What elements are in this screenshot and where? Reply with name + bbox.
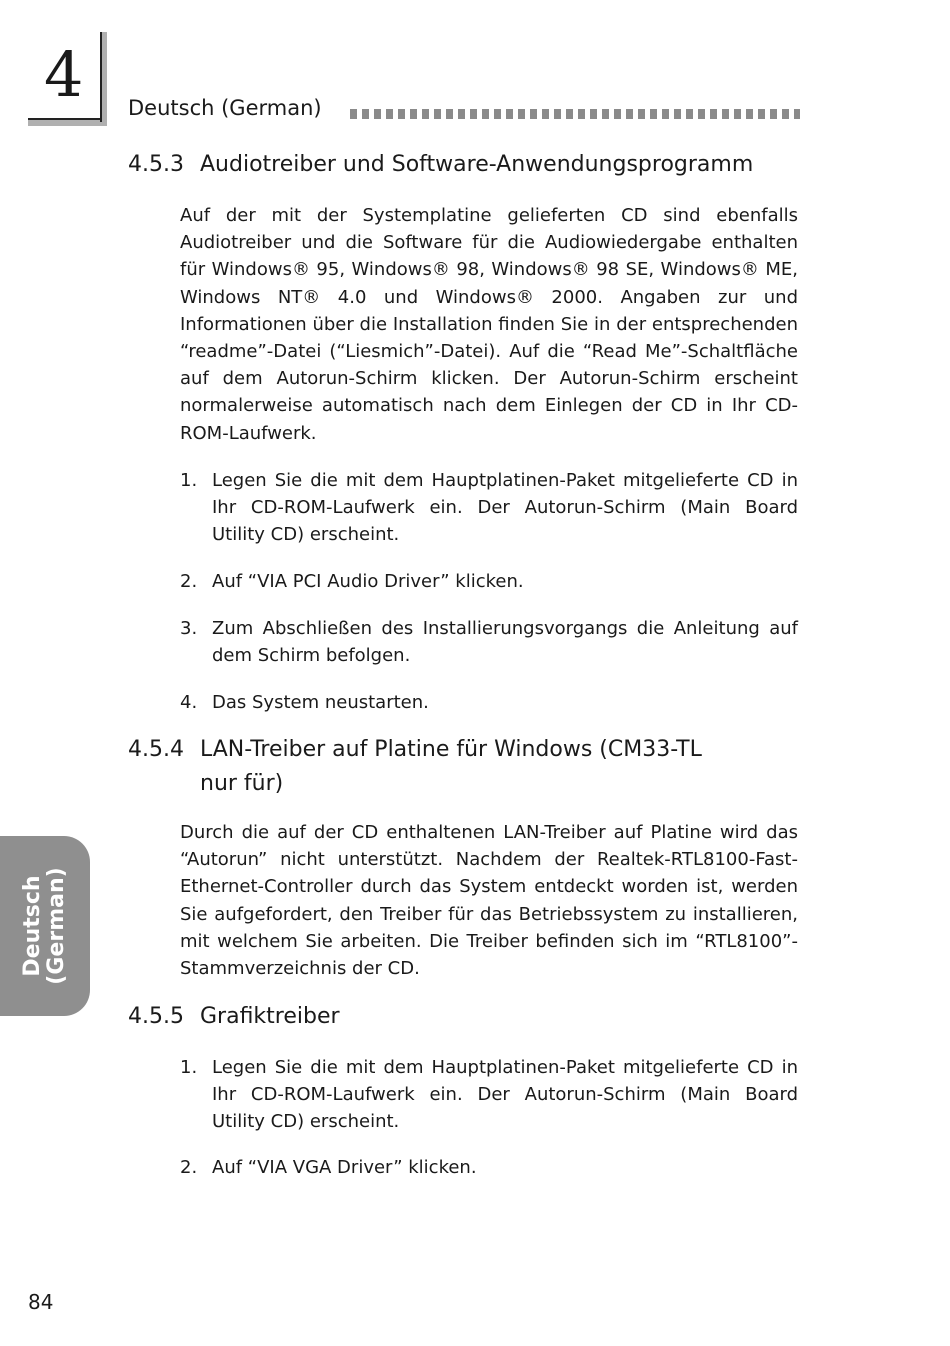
list-item-text: Legen Sie die mit dem Hauptplatinen-Paket mitgelieferte CD in Ihr CD-ROM-Laufwerk ein. Der Autorun-Schirm (Main Board Utility CD) erscheint. [212, 470, 798, 546]
list-item-text: Legen Sie die mit dem Hauptplatinen-Paket mitgelieferte CD in Ihr CD-ROM-Laufwerk ein. Der Autorun-Schirm (Main Board Utility CD) erscheint. [212, 1057, 798, 1133]
section-number: 4.5.5 [128, 1004, 184, 1029]
list-item [180, 568, 798, 595]
section-title-line2: nur für) [200, 771, 284, 796]
list-item-number: 2. [180, 1157, 198, 1178]
list-item-number: 1. [180, 1057, 198, 1078]
side-tab-line1: Deutsch [20, 875, 45, 977]
section-4-5-3-paragraph: Auf der mit der Systemplatine gelieferten CD sind ebenfalls Audiotreiber und die Software für die Audiowiedergabe enthalten für Windows® 95, Windows® 98, Windows® 98 SE, Windows® ME, Windows NT® 4.0 und Windows® 2000. Angaben zur und Informationen über die Installation finden Sie in der entsprechenden “readme”-Datei (“Liesmich”-Datei). Auf die “Read Me”-Schaltfläche auf dem Autorun-Schirm klicken. Der Autorun-Schirm erscheint normalerweise automatisch nach dem Einlegen der CD in Ihr CD-ROM-Laufwerk. [180, 205, 798, 444]
section-heading-4-5-5 [128, 1000, 800, 1034]
list-item [180, 1054, 798, 1136]
list-item-text: Das System neustarten. [212, 692, 429, 713]
page-number: 84 [28, 1290, 54, 1314]
section-number: 4.5.3 [128, 152, 184, 177]
list-item-text: Auf “VIA VGA Driver” klicken. [212, 1157, 477, 1178]
list-item-text: Auf “VIA PCI Audio Driver” klicken. [212, 571, 524, 592]
side-tab-line2: (German) [44, 867, 69, 985]
running-header-title: Deutsch (German) [128, 96, 322, 120]
list-item-number: 3. [180, 618, 198, 639]
section-title: Grafiktreiber [200, 1004, 340, 1029]
section-title-line1: LAN-Treiber auf Platine für Windows (CM33-TL [200, 737, 702, 762]
section-heading-4-5-3 [128, 148, 800, 182]
list-item [180, 615, 798, 669]
list-item-number: 4. [180, 692, 198, 713]
list-item [180, 467, 798, 549]
list-item [180, 1154, 798, 1181]
list-item [180, 689, 798, 716]
section-heading-4-5-4 [128, 733, 800, 801]
chapter-marker [28, 32, 102, 120]
section-4-5-4-paragraph: Durch die auf der CD enthaltenen LAN-Treiber auf Platine wird das “Autorun” nicht unterstützt. Nachdem der Realtek-RTL8100-Fast-Ethernet-Controller durch das System entdeckt worden ist, werden Sie aufgefordert, den Treiber für das Betriebssystem zu installieren, mit welchem Sie arbeiten. Die Treiber befinden sich im “RTL8100”-Stammverzeichnis der CD. [180, 822, 798, 980]
side-tab-label [21, 867, 69, 984]
section-title: Audiotreiber und Software-Anwendungsprogramm [200, 152, 754, 177]
header-dotted-rule [350, 109, 800, 119]
list-item-number: 2. [180, 571, 198, 592]
chapter-number: 4 [44, 38, 84, 111]
language-side-tab [0, 836, 90, 1016]
section-number: 4.5.4 [128, 737, 184, 762]
list-item-number: 1. [180, 470, 198, 491]
list-item-text: Zum Abschließen des Installierungsvorgangs die Anleitung auf dem Schirm befolgen. [212, 618, 798, 667]
